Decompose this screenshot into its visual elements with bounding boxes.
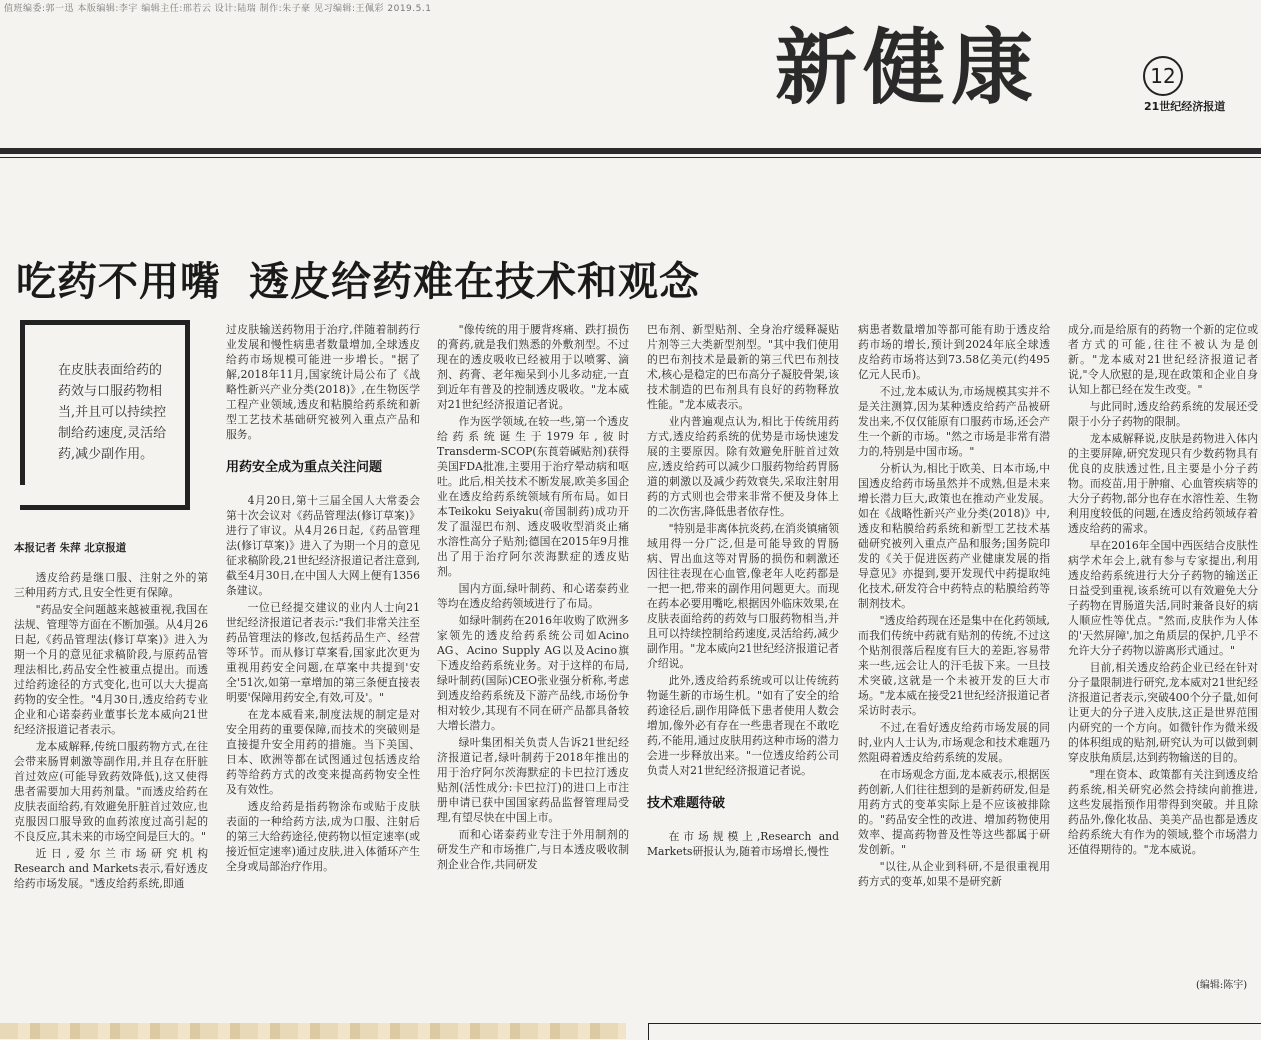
header-rule-thin xyxy=(0,157,1261,158)
ad-box xyxy=(648,1023,1261,1040)
paragraph: 过皮肤输送药物用于治疗,伴随着制药行业发展和慢性病患者数量增加,全球透皮给药市场规模可能进一步增长。"据了解,2018年11月,国家统计局公布了《战略性新兴产业分类(2018)》,在生物医学工程产业领域,透皮和粘膜给药系统和新型工艺技术基础研究被列入重点产品和服务。 xyxy=(226,323,420,441)
paragraph: 在龙本威看来,制度法规的制定是对安全用药的重要保障,而技术的突破则是直接提升安全用药的措施。当下美国、日本、欧洲等都在试图通过包括透皮给药等给药方式的改变来提高药物安全性及有效性。 xyxy=(226,708,420,796)
paragraph: 绿叶集团相关负责人告诉21世纪经济报道记者,绿叶制药于2018年推出的用于治疗阿尔茨海默症的卡巴拉汀透皮贴剂(活性成分:卡巴拉汀)的进口上市注册申请已获中国国家药品监督管理局受理,有望尽快在中国上市。 xyxy=(437,736,629,824)
paragraph: 不过,龙本威认为,市场规模其实并不是关注测算,因为某种透皮给药产品被研发出来,不仅仅能原有口服药市场,还会产生一个新的市场。"然之市场是非常有潜力的,特别是中国市场。" xyxy=(858,385,1050,458)
paragraph: 在市场观念方面,龙本威表示,根据医药创新,人们往往想到的是新药研发,但是用药方式的变革实际上是不应该被排除的。"药品安全性的改进、增加药物使用效率、提高药物普及性等这些都属于研发创新。" xyxy=(858,768,1050,856)
paragraph: 如绿叶制药在2016年收购了欧洲多家领先的透皮给药系统公司如Acino AG、Acino Supply AG以及Acino旗下透皮给药系统业务。对于这样的布局,绿叶制药(国际)CEO张业强分析称,考虑到透皮给药系统及下游产品线,市场份争相对较少,其现有不同在研产品都具备较大增长潜力。 xyxy=(437,614,629,732)
byline: 本报记者 朱萍 北京报道 xyxy=(14,542,127,554)
paragraph: 国内方面,绿叶制药、和心诺泰药业等均在透皮给药领域进行了布局。 xyxy=(437,582,629,610)
paragraph: 早在2016年全国中西医结合皮肤性病学术年会上,就有参与专家提出,利用透皮给药系统进行大分子药物的输送正日益受到重视,该系统可以有效避免大分子药物在胃肠道失活,同时兼备良好的病人顺应性等优点。"然而,皮肤作为人体的'天然屏障',加之角质层的保护,几乎不允许大分子药物以游离形式通过。" xyxy=(1068,539,1258,657)
paragraph: 龙本威解释说,皮肤是药物进入体内的主要屏障,研究发现只有少数药物具有优良的皮肤透过性,且主要是小分子药物。而疫苗,用于肿瘤、心血管疾病等的大分子药物,部分也存在水溶性差、生物利用度较低的问题,在透皮给药领域存着透皮给药的需求。 xyxy=(1068,432,1258,535)
floral-ad-strip xyxy=(0,1023,626,1039)
paragraph: 目前,相关透皮给药企业已经在针对分子量限制进行研究,龙本威对21世纪经济报道记者表示,突破400个分子量,如何让更大的分子进入皮肤,这正是世界范围内研究的一个方向。如微针作为微米级的体积组成的贴剂,研究认为可以做到刺穿皮肤角质层,达到药物输送的目的。 xyxy=(1068,661,1258,764)
paragraph: 透皮给药是指药物涂布或贴于皮肤表面的一种给药方法,成为口服、注射后的第三大给药途径,使药物以恒定速率(或接近恒定速率)通过皮肤,进入体循环产生全身或局部治疗作用。 xyxy=(226,800,420,873)
credits-line: 值班编委:郭一迅 本版编辑:李宇 编辑主任:邢若云 设计:陆瑞 制作:朱子豪 见习编辑:王佩彩 2019.5.1 xyxy=(4,4,432,14)
section-title: 新健康 xyxy=(775,21,1040,116)
paragraph: 而和心诺泰药业专注于外用制剂的研发生产和市场推广,与日本透皮吸收制剂企业合作,共同研发 xyxy=(437,828,629,871)
article-headline xyxy=(16,250,700,307)
paragraph: 此外,透皮给药系统或可以让传统药物诞生新的市场生机。"如有了安全的给药途径后,副作用降低下患者使用人数会增加,像外必有存在一些患者现在不敢吃药,不能用,通过皮肤用药这种市场的潜力会进一步释放出来。"一位透皮给药公司负责人对21世纪经济报道记者说。 xyxy=(647,674,839,777)
paragraph: 巴布剂、新型贴剂、全身治疗缓释凝贴片剂等三大类新型剂型。"其中我们使用的巴布剂技术是最新的第三代巴布剂技术,核心是稳定的巴布高分子凝胶骨架,该技术制造的巴布剂具有良好的药物释放性能。"龙本威表示。 xyxy=(647,323,839,411)
column-1 xyxy=(14,570,208,893)
paragraph: 分析认为,相比于欧美、日本市场,中国透皮给药市场虽然并不成熟,但是未来增长潜力巨大,政策也在推动产业发展。如在《战略性新兴产业分类(2018)》中,透皮和粘膜给药系统和新型工艺技术基础研究被列入重点产品和服务;国务院印发的《关于促进医药产业健康发展的指导意见》亦提到,要开发现代中药提取纯化技术,研发符合中药特点的粘膜给药等制剂技术。 xyxy=(858,462,1050,610)
paragraph: 成分,而是给原有的药物一个新的定位或者方式的可能,往往不被认为是创新。"龙本威对21世纪经济报道记者说,"令人欣慰的是,现在政策和企业自身认知上都已经在发生改变。" xyxy=(1068,323,1258,396)
paragraph: "药品安全问题越来越被重视,我国在法规、管理等方面在不断加强。从4月26日起,《药品管理法(修订草案)》进入为期一个月的意见征求稿阶段,与原药品管理法相比,药品安全性被重点提出。而透过给药途径的方式变化,也可以大大提高药物的安全性。"4月30日,透皮给药专业企业和心诺泰药业董事长龙本威向21世纪经济报道记者表示。 xyxy=(14,603,208,736)
paragraph: 不过,在看好透皮给药市场发展的同时,业内人士认为,市场观念和技术难题乃然阻碍着透皮给药系统的发展。 xyxy=(858,721,1050,764)
pull-quote: 在皮肤表面给药的药效与口服药物相当,并且可以持续控制给药速度,灵活给药,减少副作用。 xyxy=(58,363,167,462)
paragraph: 近日,爱尔兰市场研究机构Research and Markets表示,看好透皮给药市场发展。"透皮给药系统,即通 xyxy=(14,847,208,890)
paragraph: "像传统的用于腰背疼痛、跌打损伤的膏药,就是我们熟悉的外敷剂型。不过现在的透皮吸收已经被用于以喷雾、滴剂、药膏、老年痴呆到小儿多动症,一直到近年有普及的控制透皮吸收。"龙本威对21世纪经济报道记者说。 xyxy=(437,323,629,411)
paragraph: "理在资本、政策都有关注到透皮给药系统,相关研究必然会持续向前推进,这些发展指预作用带得到突破。并且除药品外,像化妆品、美美产品也都是透皮给药系统大有作为的领域,整个市场潜力还值得期待的。"龙本威说。 xyxy=(1068,768,1258,856)
page-number: 12 xyxy=(1143,56,1183,96)
paragraph: 病患者数量增加等都可能有助于透皮给药市场的增长,预计到2024年底全球透皮给药市场将达到73.58亿美元(约495亿元人民币)。 xyxy=(858,323,1050,381)
paragraph: 在市场规模上,Research and Markets研报认为,随着市场增长,慢性 xyxy=(647,830,839,858)
column-4 xyxy=(647,322,839,861)
paragraph: 龙本威解释,传统口服药物方式,在往会带来肠胃刺激等副作用,并且存在肝脏首过效应(可能导致药效降低),这又使得患者需要加大用药剂量。"而透皮给药在皮肤表面给药,有效避免肝脏首过效应,也克服因口服导致的血药浓度过高引起的不良反应,其未来的市场空间是巨大的。" xyxy=(14,740,208,843)
column-5 xyxy=(858,322,1050,891)
column-3 xyxy=(437,322,629,874)
header-rule xyxy=(0,148,1261,154)
paper-name: 21世纪经济报道 xyxy=(1144,100,1226,113)
paragraph: "透皮给药现在还是集中在化药领域,而我们传统中药就有贴剂的传统,不过这个贴剂很落后程度有巨大的差距,容易带来一些,远会让人的汗毛拔下来。一旦技术突破,这就是一个未被开发的巨大市场。"龙本威在接受21世纪经济报道记者采访时表示。 xyxy=(858,614,1050,717)
paragraph: 作为医学领域,在较一些,第一个透皮给药系统诞生于1979年,彼时Transderm-SCOP(东莨菪碱贴剂)获得美国FDA批准,主要用于治疗晕动病和呕吐。此后,相关技术不断发展,欧美多国企业在透皮给药系统领域有所布局。如日本Teikoku Seiyaku(帝国制药)成功开发了温湿巴布剂、透皮吸收型消炎止痛水溶性高分子贴剂;德国在2015年9月推出了用于治疗阿尔茨海默症的透皮贴剂。 xyxy=(437,415,629,578)
paragraph: 一位已经提交建议的业内人士向21世纪经济报道记者表示:"我们非常关注至药品管理法的修改,包括药品生产、经营等环节。而从修订草案看,国家此次更为重视用药安全问题,在草案中共提到'安全'51次,如第一章增加的第三条便直接表明要'保障用药安全,有效,可及'。" xyxy=(226,601,420,704)
column-6 xyxy=(1068,322,1258,859)
subhead-tech: 技术难题待破 xyxy=(647,796,726,811)
paragraph: 4月20日,第十三届全国人大常委会第十次会议对《药品管理法(修订草案)》进行了审议。从4月26日起,《药品管理法(修订草案)》进入了为期一个月的意见征求稿阶段,21世纪经济报道记者注意到,截至4月30日,在中国人大网上便有1356条建议。 xyxy=(226,494,420,597)
column-2 xyxy=(226,322,420,876)
paragraph: "以往,从企业到科研,不是很重视用药方式的变革,如果不是研究新 xyxy=(858,860,1050,888)
paragraph: 业内普遍观点认为,相比于传统用药方式,透皮给药系统的优势是市场快速发展的主要原因。除有效避免肝脏首过效应,透皮给药可以减少口服药物给药胃肠道的刺激以及减少药效衰失,采取注射用药的方式则也会带来非常不便及身体上的二次伤害,降低患者依存性。 xyxy=(647,415,839,518)
paragraph: 透皮给药是继口服、注射之外的第三种用药方式,且安全性更有保障。 xyxy=(14,571,208,599)
paragraph: 与此同时,透皮给药系统的发展还受限于小分子药物的限制。 xyxy=(1068,400,1258,428)
editor-credit: (编辑:陈宇) xyxy=(1196,980,1248,991)
paragraph: "特别是非离体抗炎药,在消炎镇痛领域用得一分广泛,但是可能导致的胃肠病、胃出血这等对胃肠的损伤和刺激还因往往表现在心血管,像老年人吃药都是一把一把,带来的副作用问题更大。而现在药本必要用嘴吃,根据因外临床效果,在皮肤表面给药的药效与口服药物相当,并且可以持续控制给药速度,灵活给药,减少副作用。"龙本威向21世纪经济报道记者介绍说。 xyxy=(647,522,839,670)
headline-part1: 吃药不用嘴 xyxy=(16,259,221,305)
headline-part2: 透皮给药难在技术和观念 xyxy=(249,259,700,305)
subhead-safety: 用药安全成为重点关注问题 xyxy=(226,460,383,475)
